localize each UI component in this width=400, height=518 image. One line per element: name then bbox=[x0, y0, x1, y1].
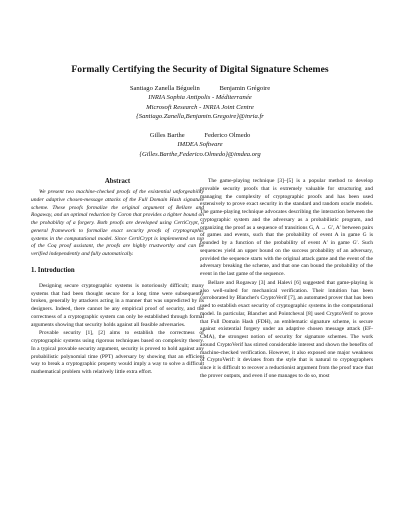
author-name: Benjamin Grégoire bbox=[219, 85, 271, 92]
affiliation: Microsoft Research - INRIA Joint Centre bbox=[146, 103, 254, 111]
body-paragraph: The game-playing technique [3]–[5] is a popular method to develop provable security proofs that is extremely valuable for structuring and managing the complexity of cryptographic proofs and has been used extensively to prove exact security in the standard and random oracle models. The game-playing technique advocates describing the interaction between the cryptographic system and the adversary as a probabilistic program, and organizing the proof as a sequence of transitions G, A → G′, A′ between pairs of games and events, such that the probability of event A in game G is bounded by a function of the probability of event A′ in game G′. Such sequences yield an upper bound on the success probability of an adversary, provided the sequence starts with the original attack game and the event of the adversary breaking the scheme, and that one can bound the probability of the event in the last game of the sequence. bbox=[200, 178, 373, 277]
left-column bbox=[31, 178, 204, 378]
abstract-body: We present two machine-checked proofs of the existential unforgeability under adaptive chosen-message attacks of the Full Domain Hash signature scheme. These proofs formalize the original argument of Bellare and Rogaway, and an optimal reduction by Coron that provides a tighter bound on the probability of a forgery. Both proofs are developed using CertiCrypt, a general framework to formalize exact security proofs of cryptographic systems in the computational model. Since CertiCrypt is implemented on top of the Coq proof assistant, the proofs are highly trustworthy and can be verified independently and fully automatically. bbox=[31, 189, 204, 257]
right-column bbox=[200, 178, 373, 382]
author-block-2 bbox=[20, 131, 380, 159]
author-email: {Santiago.Zanella,Benjamin.Gregoire}@inria.fr bbox=[136, 113, 264, 121]
author-name: Gilles Barthe bbox=[149, 132, 185, 139]
author-names-1 bbox=[20, 84, 380, 93]
paper-title: Formally Certifying the Security of Digital Signature Schemes bbox=[71, 64, 329, 75]
author-email: {Gilles.Barthe,Federico.Olmedo}@imdea.org bbox=[139, 150, 261, 158]
body-paragraph: Bellare and Rogaway [3] and Halevi [6] suggested that game-playing is also well-suited for mechanical verification. Their intuition has been corroborated by Blanchet's CryptoVerif [7], an automated prover that has been used to establish exact security of cryptographic systems in the computational model. In particular, Blanchet and Pointcheval [8] used CryptoVerif to prove that Full Domain Hash (FDH), an emblematic signature scheme, is secure against existential forgery under an adaptive chosen message attack (EF-CMA), the strongest notion of security for signature schemes. The work around CryptoVerif has stirred considerable interest and shown the benefits of machine-checked verification. However, it also exposed one major weakness of CryptoVerif: it deviates from the style that is natural to cryptographers since it is difficult to recover a reductionist argument from the proof trace that the prover outputs, and even if one manages to do so, most bbox=[200, 279, 373, 379]
affiliation: IMDEA Software bbox=[177, 141, 223, 149]
author-name: Federico Olmedo bbox=[204, 132, 251, 139]
intro-paragraph: Designing secure cryptographic systems is notoriously difficult; many systems that had been thought secure for a long time were subsequently broken, generally by attackers acting in a manner that was unpredicted by its designers. Indeed, there cannot be any empirical proof of security, and the correctness of a cryptographic system can only be established through formal arguments showing that security holds against all feasible adversaries. bbox=[31, 282, 204, 328]
abstract-heading: Abstract bbox=[104, 178, 131, 185]
intro-paragraph: Provable security [1], [2] aims to establish the correctness of cryptographic systems using rigorous techniques based on complexity theory. In a typical provable security argument, security is proved to hold against any probabilistic polynomial time (PPT) adversary by showing that an efficient way to break a cryptographic property would imply a way to solve a difficult mathematical problem with relatively little extra effort. bbox=[31, 330, 204, 375]
intro-heading: 1. Introduction bbox=[31, 266, 75, 274]
affiliation: INRIA Sophia Antipolis - Méditerranée bbox=[148, 94, 252, 102]
author-name: Santiago Zanella Béguelin bbox=[129, 85, 200, 92]
author-block-1 bbox=[20, 84, 380, 122]
author-names-2 bbox=[20, 131, 380, 140]
